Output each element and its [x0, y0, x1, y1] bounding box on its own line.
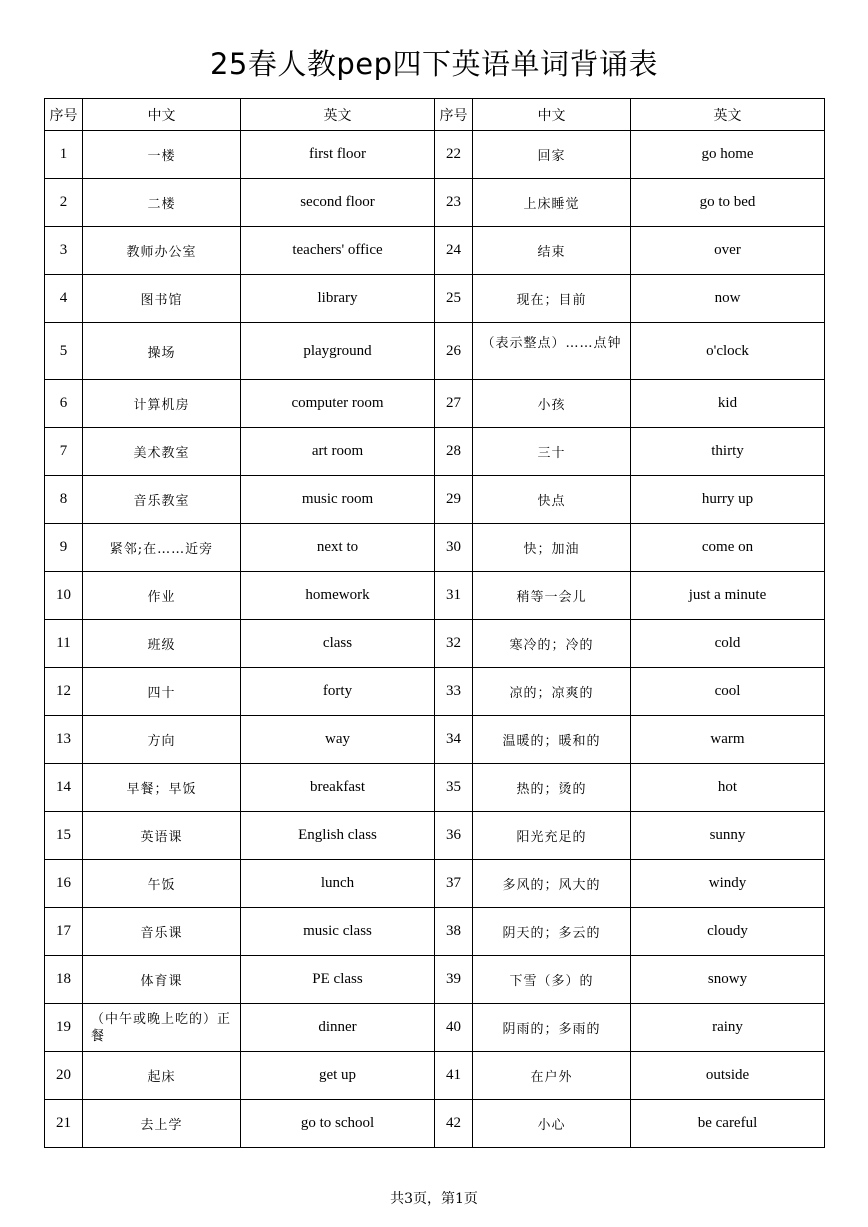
table-row	[45, 668, 825, 716]
row-chinese-left: 音乐教室	[83, 476, 241, 524]
row-english-left: playground	[241, 323, 435, 380]
row-chinese-right: 快；加油	[473, 524, 631, 572]
row-index-right: 34	[435, 716, 473, 764]
row-chinese-right: 小心	[473, 1100, 631, 1148]
row-english-right: warm	[631, 716, 825, 764]
row-chinese-right: 多风的；风大的	[473, 860, 631, 908]
row-index-left: 17	[45, 908, 83, 956]
row-english-left: homework	[241, 572, 435, 620]
table-row	[45, 476, 825, 524]
row-index-left: 14	[45, 764, 83, 812]
row-index-right: 23	[435, 179, 473, 227]
table-row	[45, 131, 825, 179]
row-english-right: rainy	[631, 1004, 825, 1052]
row-chinese-right: 下雪（多）的	[473, 956, 631, 1004]
row-chinese-right: 凉的；凉爽的	[473, 668, 631, 716]
row-chinese-left: 四十	[83, 668, 241, 716]
vocabulary-table	[44, 98, 825, 1148]
table-row	[45, 1100, 825, 1148]
row-index-right: 40	[435, 1004, 473, 1052]
row-english-left: get up	[241, 1052, 435, 1100]
table-row	[45, 1052, 825, 1100]
row-chinese-left: 教师办公室	[83, 227, 241, 275]
row-index-left: 19	[45, 1004, 83, 1052]
row-index-right: 35	[435, 764, 473, 812]
row-chinese-left: 起床	[83, 1052, 241, 1100]
table-row	[45, 380, 825, 428]
row-english-left: teachers' office	[241, 227, 435, 275]
row-english-left: art room	[241, 428, 435, 476]
row-english-right: over	[631, 227, 825, 275]
row-english-left: breakfast	[241, 764, 435, 812]
row-index-left: 12	[45, 668, 83, 716]
row-index-left: 8	[45, 476, 83, 524]
row-english-right: come on	[631, 524, 825, 572]
row-english-left: go to school	[241, 1100, 435, 1148]
row-index-right: 27	[435, 380, 473, 428]
row-english-left: second floor	[241, 179, 435, 227]
row-index-left: 10	[45, 572, 83, 620]
row-english-left: lunch	[241, 860, 435, 908]
row-index-left: 6	[45, 380, 83, 428]
row-english-right: o'clock	[631, 323, 825, 380]
row-index-right: 24	[435, 227, 473, 275]
header-chinese-left: 中文	[83, 99, 241, 131]
row-index-left: 3	[45, 227, 83, 275]
table-row	[45, 524, 825, 572]
row-chinese-right: （表示整点）……点钟	[473, 323, 631, 380]
page-footer: 共3页，第1页	[390, 1191, 478, 1207]
row-english-left: way	[241, 716, 435, 764]
row-index-left: 5	[45, 323, 83, 380]
table-row	[45, 620, 825, 668]
row-chinese-right: 结束	[473, 227, 631, 275]
row-english-right: snowy	[631, 956, 825, 1004]
row-english-right: go to bed	[631, 179, 825, 227]
table-row	[45, 227, 825, 275]
row-chinese-right: 温暖的；暖和的	[473, 716, 631, 764]
row-chinese-left: 紧邻;在……近旁	[83, 524, 241, 572]
table-row	[45, 428, 825, 476]
row-index-right: 42	[435, 1100, 473, 1148]
row-index-left: 13	[45, 716, 83, 764]
row-chinese-left: 图书馆	[83, 275, 241, 323]
row-index-left: 7	[45, 428, 83, 476]
row-chinese-left: 体育课	[83, 956, 241, 1004]
row-chinese-right: 现在；目前	[473, 275, 631, 323]
row-index-right: 38	[435, 908, 473, 956]
table-row	[45, 764, 825, 812]
row-english-right: outside	[631, 1052, 825, 1100]
row-index-left: 4	[45, 275, 83, 323]
table-row	[45, 275, 825, 323]
row-english-right: cloudy	[631, 908, 825, 956]
row-chinese-right: 寒冷的；冷的	[473, 620, 631, 668]
row-chinese-left: 英语课	[83, 812, 241, 860]
header-index-right: 序号	[435, 99, 473, 131]
row-chinese-right: 阴雨的；多雨的	[473, 1004, 631, 1052]
table-row	[45, 956, 825, 1004]
row-index-left: 1	[45, 131, 83, 179]
row-english-right: cold	[631, 620, 825, 668]
row-english-right: be careful	[631, 1100, 825, 1148]
header-english-right: 英文	[631, 99, 825, 131]
row-index-right: 31	[435, 572, 473, 620]
row-index-right: 32	[435, 620, 473, 668]
row-chinese-left: （中午或晚上吃的）正餐	[83, 1004, 241, 1052]
row-chinese-right: 上床睡觉	[473, 179, 631, 227]
row-index-left: 16	[45, 860, 83, 908]
row-index-right: 22	[435, 131, 473, 179]
row-chinese-left: 音乐课	[83, 908, 241, 956]
row-chinese-right: 三十	[473, 428, 631, 476]
row-index-right: 28	[435, 428, 473, 476]
row-chinese-left: 美术教室	[83, 428, 241, 476]
row-chinese-left: 计算机房	[83, 380, 241, 428]
row-chinese-left: 作业	[83, 572, 241, 620]
row-english-right: just a minute	[631, 572, 825, 620]
row-chinese-left: 早餐；早饭	[83, 764, 241, 812]
row-index-right: 30	[435, 524, 473, 572]
row-index-right: 25	[435, 275, 473, 323]
table-row	[45, 323, 825, 380]
table-row	[45, 1004, 825, 1052]
row-chinese-left: 一楼	[83, 131, 241, 179]
row-english-right: thirty	[631, 428, 825, 476]
row-english-left: first floor	[241, 131, 435, 179]
row-english-left: library	[241, 275, 435, 323]
table-row	[45, 716, 825, 764]
row-chinese-right: 热的；烫的	[473, 764, 631, 812]
row-chinese-right: 稍等一会儿	[473, 572, 631, 620]
row-index-left: 18	[45, 956, 83, 1004]
header-chinese-right: 中文	[473, 99, 631, 131]
row-index-left: 20	[45, 1052, 83, 1100]
row-english-left: dinner	[241, 1004, 435, 1052]
row-english-right: go home	[631, 131, 825, 179]
table-row	[45, 860, 825, 908]
header-index-left: 序号	[45, 99, 83, 131]
row-index-right: 29	[435, 476, 473, 524]
row-english-right: hurry up	[631, 476, 825, 524]
row-english-right: hot	[631, 764, 825, 812]
row-chinese-right: 快点	[473, 476, 631, 524]
table-row	[45, 812, 825, 860]
row-chinese-right: 阴天的；多云的	[473, 908, 631, 956]
page-title: 25春人教pep四下英语单词背诵表	[209, 47, 659, 81]
table-row	[45, 572, 825, 620]
row-index-left: 2	[45, 179, 83, 227]
row-chinese-right: 回家	[473, 131, 631, 179]
row-chinese-left: 操场	[83, 323, 241, 380]
row-index-right: 36	[435, 812, 473, 860]
table-row	[45, 179, 825, 227]
table-row	[45, 908, 825, 956]
row-english-left: PE class	[241, 956, 435, 1004]
row-index-right: 37	[435, 860, 473, 908]
table-header-row	[45, 99, 825, 131]
row-chinese-right: 在户外	[473, 1052, 631, 1100]
row-index-left: 21	[45, 1100, 83, 1148]
row-english-left: forty	[241, 668, 435, 716]
row-english-left: music room	[241, 476, 435, 524]
row-chinese-left: 二楼	[83, 179, 241, 227]
row-english-right: cool	[631, 668, 825, 716]
row-index-right: 33	[435, 668, 473, 716]
row-chinese-left: 去上学	[83, 1100, 241, 1148]
row-chinese-right: 阳光充足的	[473, 812, 631, 860]
row-index-right: 26	[435, 323, 473, 380]
row-english-right: kid	[631, 380, 825, 428]
row-english-left: music class	[241, 908, 435, 956]
row-english-left: computer room	[241, 380, 435, 428]
row-english-right: now	[631, 275, 825, 323]
row-english-right: sunny	[631, 812, 825, 860]
row-index-left: 9	[45, 524, 83, 572]
row-chinese-left: 班级	[83, 620, 241, 668]
row-english-right: windy	[631, 860, 825, 908]
row-english-left: English class	[241, 812, 435, 860]
header-english-left: 英文	[241, 99, 435, 131]
row-index-right: 39	[435, 956, 473, 1004]
row-chinese-left: 方向	[83, 716, 241, 764]
row-english-left: next to	[241, 524, 435, 572]
row-index-left: 11	[45, 620, 83, 668]
row-index-right: 41	[435, 1052, 473, 1100]
row-chinese-right: 小孩	[473, 380, 631, 428]
row-index-left: 15	[45, 812, 83, 860]
row-chinese-left: 午饭	[83, 860, 241, 908]
row-english-left: class	[241, 620, 435, 668]
